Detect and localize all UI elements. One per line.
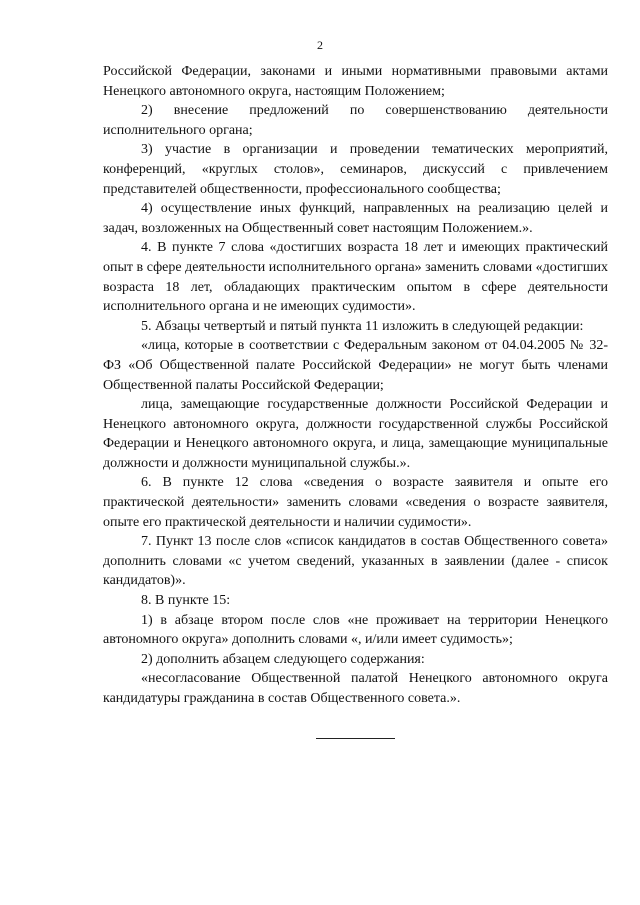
paragraph-point-7: 7. Пункт 13 после слов «список кандидатов в состав Общественного совета» дополнить словами «с учетом сведений, указанных в заявлении (далее - список кандидатов)». bbox=[103, 534, 608, 589]
paragraph-point-8-item-1: 1) в абзаце втором после слов «не проживает на территории Ненецкого автономного округа» дополнить словами «, и/или имеет судимость»; bbox=[103, 612, 608, 648]
paragraph-point-8: 8. В пункте 15: bbox=[141, 593, 231, 609]
page-number: 2 bbox=[317, 38, 323, 52]
paragraph-item-2: 2) внесение предложений по совершенствованию деятельности исполнительного органа; bbox=[103, 103, 608, 138]
paragraph-point-4: 4. В пункте 7 слова «достигших возраста 18 лет и имеющих практический опыт в сфере деятельности исполнительного органа» заменить словами «достигших возраста 18 лет, обладающих практическим опытом в сфере деятельности исполнительного органа и не имеющих судимости». bbox=[103, 240, 608, 315]
end-separator-line bbox=[316, 738, 395, 739]
paragraph-quote-1: «лица, которые в соответствии с Федеральным законом от 04.04.2005 № 32-ФЗ «Об Общественной палате Российской Федерации» не могут быть членами Общественной палаты Российской Федерации; bbox=[103, 338, 608, 393]
paragraph-item-3: 3) участие в организации и проведении тематических мероприятий, конференций, «круглых столов», семинаров, дискуссий с привлечением представителей общественности, профессионального сообщества; bbox=[103, 142, 608, 197]
paragraph-quote-2: лица, замещающие государственные должности Российской Федерации и Ненецкого автономного округа, должности государственной службы Российской Федерации и Ненецкого автономного округа, и лица, замещающие муниципальные должности и должности муниципальной службы.». bbox=[103, 397, 608, 471]
paragraph-point-8-item-2: 2) дополнить абзацем следующего содержания: bbox=[141, 651, 425, 667]
paragraph-item-4: 4) осуществление иных функций, направленных на реализацию целей и задач, возложенных на Общественный совет настоящим Положением.». bbox=[103, 201, 608, 236]
paragraph-continuation: Российской Федерации, законами и иными нормативными правовыми актами Ненецкого автономного округа, настоящим Положением; bbox=[103, 64, 608, 99]
document-body bbox=[103, 62, 608, 709]
paragraph-point-8-quote: «несогласование Общественной палатой Ненецкого автономного округа кандидатуры гражданина в состав Общественного совета.». bbox=[103, 671, 608, 706]
paragraph-point-6: 6. В пункте 12 слова «сведения о возрасте заявителя и опыте его практической деятельности» заменить словами «сведения о возрасте заявителя, опыте его практической деятельности и наличии судимости». bbox=[103, 475, 608, 530]
paragraph-point-5: 5. Абзацы четвертый и пятый пункта 11 изложить в следующей редакции: bbox=[141, 318, 584, 334]
